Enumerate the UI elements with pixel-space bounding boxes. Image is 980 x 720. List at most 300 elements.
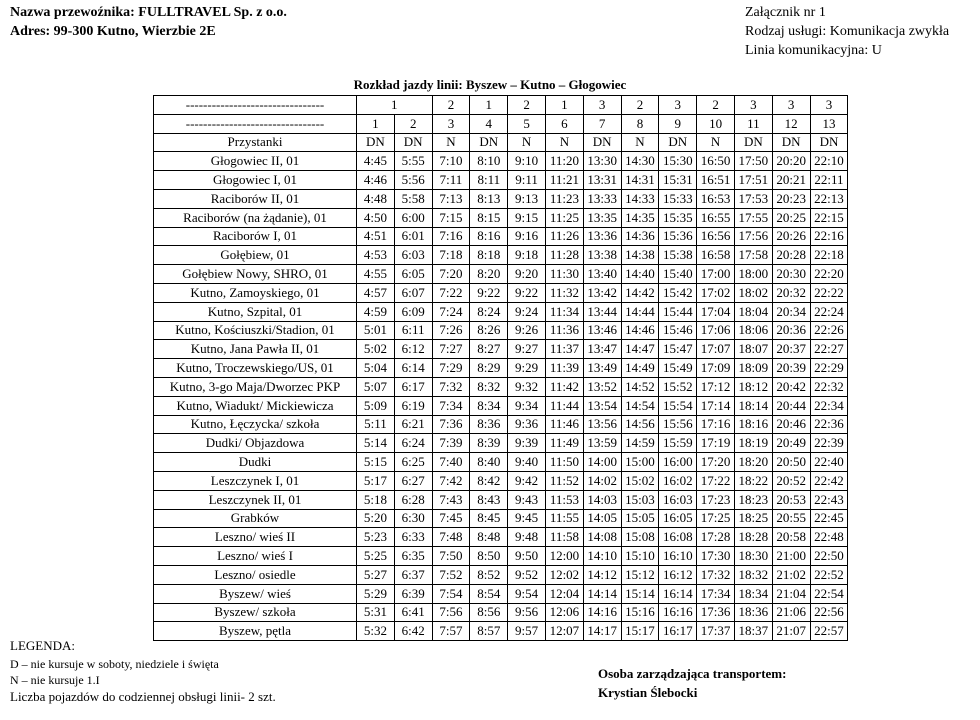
- departure-time: 16:02: [659, 471, 697, 490]
- departure-time: 16:56: [697, 227, 735, 246]
- departure-time: 18:16: [734, 415, 772, 434]
- departure-time: 11:55: [545, 509, 583, 528]
- departure-time: 13:59: [583, 434, 621, 453]
- departure-time: 14:46: [621, 321, 659, 340]
- course-number-row-cell: 11: [734, 114, 772, 133]
- departure-time: 13:40: [583, 265, 621, 284]
- course-number-row-cell: 12: [772, 114, 810, 133]
- departure-time: 12:06: [545, 603, 583, 622]
- departure-time: 7:11: [432, 171, 470, 190]
- departure-time: 15:49: [659, 359, 697, 378]
- departure-time: 8:26: [470, 321, 508, 340]
- departure-time: 9:18: [508, 246, 546, 265]
- departure-time: 18:19: [734, 434, 772, 453]
- departure-time: 7:18: [432, 246, 470, 265]
- stop-name: Kutno, 3-go Maja/Dworzec PKP: [154, 377, 357, 396]
- departure-time: 22:40: [810, 453, 848, 472]
- departure-time: 7:40: [432, 453, 470, 472]
- departure-time: 9:40: [508, 453, 546, 472]
- departure-time: 11:34: [545, 302, 583, 321]
- day-type-row-cell: N: [697, 133, 735, 152]
- departure-time: 8:13: [470, 189, 508, 208]
- stop-name: Leszno/ wieś I: [154, 547, 357, 566]
- departure-time: 7:29: [432, 359, 470, 378]
- departure-time: 13:47: [583, 340, 621, 359]
- departure-time: 17:20: [697, 453, 735, 472]
- departure-time: 11:50: [545, 453, 583, 472]
- departure-time: 9:32: [508, 377, 546, 396]
- departure-time: 15:47: [659, 340, 697, 359]
- table-row: [154, 265, 848, 284]
- stop-name: Głogowiec I, 01: [154, 171, 357, 190]
- departure-time: 9:26: [508, 321, 546, 340]
- departure-time: 14:17: [583, 622, 621, 641]
- course-number-row-cell: 2: [394, 114, 432, 133]
- departure-time: 13:30: [583, 152, 621, 171]
- departure-time: 14:05: [583, 509, 621, 528]
- departure-time: 12:02: [545, 565, 583, 584]
- departure-time: 9:16: [508, 227, 546, 246]
- table-row: [154, 584, 848, 603]
- departure-time: 21:00: [772, 547, 810, 566]
- departure-time: 20:25: [772, 208, 810, 227]
- departure-time: 18:37: [734, 622, 772, 641]
- table-row: [154, 227, 848, 246]
- departure-time: 9:50: [508, 547, 546, 566]
- departure-time: 6:27: [394, 471, 432, 490]
- stop-name: Gołębiew Nowy, SHRO, 01: [154, 265, 357, 284]
- departure-time: 7:32: [432, 377, 470, 396]
- timetable: [153, 95, 848, 641]
- departure-time: 5:23: [357, 528, 395, 547]
- departure-time: 8:50: [470, 547, 508, 566]
- departure-time: 15:02: [621, 471, 659, 490]
- departure-time: 8:32: [470, 377, 508, 396]
- departure-time: 6:01: [394, 227, 432, 246]
- departure-time: 17:53: [734, 189, 772, 208]
- departure-time: 22:45: [810, 509, 848, 528]
- departure-time: 5:55: [394, 152, 432, 171]
- departure-time: 6:42: [394, 622, 432, 641]
- departure-time: 14:54: [621, 396, 659, 415]
- departure-time: 6:41: [394, 603, 432, 622]
- departure-time: 4:46: [357, 171, 395, 190]
- departure-time: 5:01: [357, 321, 395, 340]
- departure-time: 14:30: [621, 152, 659, 171]
- departure-time: 5:07: [357, 377, 395, 396]
- stop-name: Gołębiew, 01: [154, 246, 357, 265]
- departure-time: 22:10: [810, 152, 848, 171]
- departure-time: 9:57: [508, 622, 546, 641]
- course-number-row-cell: 5: [508, 114, 546, 133]
- course-number-row-label: --------------------------------: [154, 114, 357, 133]
- stop-name: Kutno, Zamoyskiego, 01: [154, 283, 357, 302]
- table-row: [154, 377, 848, 396]
- departure-time: 7:48: [432, 528, 470, 547]
- departure-time: 9:10: [508, 152, 546, 171]
- departure-time: 22:39: [810, 434, 848, 453]
- departure-time: 12:07: [545, 622, 583, 641]
- departure-time: 13:54: [583, 396, 621, 415]
- departure-time: 5:31: [357, 603, 395, 622]
- departure-time: 5:58: [394, 189, 432, 208]
- stop-name: Byszew/ szkoła: [154, 603, 357, 622]
- departure-time: 18:30: [734, 547, 772, 566]
- departure-time: 17:55: [734, 208, 772, 227]
- table-row: [154, 302, 848, 321]
- departure-time: 7:16: [432, 227, 470, 246]
- departure-time: 20:39: [772, 359, 810, 378]
- departure-time: 15:56: [659, 415, 697, 434]
- table-row: [154, 490, 848, 509]
- departure-time: 16:05: [659, 509, 697, 528]
- departure-time: 15:46: [659, 321, 697, 340]
- departure-time: 13:49: [583, 359, 621, 378]
- table-row: [154, 453, 848, 472]
- departure-time: 18:04: [734, 302, 772, 321]
- departure-time: 7:56: [432, 603, 470, 622]
- departure-time: 14:59: [621, 434, 659, 453]
- departure-time: 7:10: [432, 152, 470, 171]
- departure-time: 17:22: [697, 471, 735, 490]
- departure-time: 15:00: [621, 453, 659, 472]
- departure-time: 4:45: [357, 152, 395, 171]
- departure-time: 9:42: [508, 471, 546, 490]
- departure-time: 17:19: [697, 434, 735, 453]
- departure-time: 14:02: [583, 471, 621, 490]
- table-row: [154, 547, 848, 566]
- stop-name: Grabków: [154, 509, 357, 528]
- stop-name: Kutno, Wiadukt/ Mickiewicza: [154, 396, 357, 415]
- stop-name: Kutno, Troczewskiego/US, 01: [154, 359, 357, 378]
- departure-time: 22:24: [810, 302, 848, 321]
- departure-time: 18:32: [734, 565, 772, 584]
- departure-time: 14:47: [621, 340, 659, 359]
- departure-time: 7:39: [432, 434, 470, 453]
- departure-time: 11:20: [545, 152, 583, 171]
- departure-time: 18:20: [734, 453, 772, 472]
- course-group-row-label: --------------------------------: [154, 96, 357, 115]
- departure-time: 8:18: [470, 246, 508, 265]
- departure-time: 8:56: [470, 603, 508, 622]
- departure-time: 13:38: [583, 246, 621, 265]
- departure-time: 6:11: [394, 321, 432, 340]
- departure-time: 14:36: [621, 227, 659, 246]
- course-number-row-cell: 1: [357, 114, 395, 133]
- departure-time: 7:15: [432, 208, 470, 227]
- departure-time: 15:12: [621, 565, 659, 584]
- departure-time: 20:53: [772, 490, 810, 509]
- departure-time: 22:27: [810, 340, 848, 359]
- transport-manager: [598, 664, 786, 702]
- departure-time: 7:36: [432, 415, 470, 434]
- departure-time: 11:44: [545, 396, 583, 415]
- departure-time: 11:32: [545, 283, 583, 302]
- departure-time: 13:52: [583, 377, 621, 396]
- table-row: [154, 171, 848, 190]
- departure-time: 18:34: [734, 584, 772, 603]
- stop-name: Kutno, Kościuszki/Stadion, 01: [154, 321, 357, 340]
- departure-time: 9:20: [508, 265, 546, 284]
- departure-time: 18:07: [734, 340, 772, 359]
- departure-time: 6:24: [394, 434, 432, 453]
- departure-time: 22:15: [810, 208, 848, 227]
- course-group-row-cell: 3: [583, 96, 621, 115]
- departure-time: 8:48: [470, 528, 508, 547]
- departure-time: 11:53: [545, 490, 583, 509]
- departure-time: 6:39: [394, 584, 432, 603]
- day-type-row-cell: DN: [659, 133, 697, 152]
- departure-time: 14:42: [621, 283, 659, 302]
- legend-d: D – nie kursuje w soboty, niedziele i święta: [10, 657, 219, 671]
- departure-time: 7:22: [432, 283, 470, 302]
- departure-time: 16:10: [659, 547, 697, 566]
- departure-time: 20:28: [772, 246, 810, 265]
- departure-time: 15:31: [659, 171, 697, 190]
- course-group-row: [154, 96, 848, 115]
- table-row: [154, 283, 848, 302]
- departure-time: 6:05: [394, 265, 432, 284]
- departure-time: 14:49: [621, 359, 659, 378]
- departure-time: 11:39: [545, 359, 583, 378]
- departure-time: 5:02: [357, 340, 395, 359]
- departure-time: 8:36: [470, 415, 508, 434]
- departure-time: 6:14: [394, 359, 432, 378]
- table-row: [154, 528, 848, 547]
- departure-time: 13:36: [583, 227, 621, 246]
- table-row: [154, 509, 848, 528]
- departure-time: 7:34: [432, 396, 470, 415]
- departure-time: 22:48: [810, 528, 848, 547]
- stop-name: Kutno, Szpital, 01: [154, 302, 357, 321]
- departure-time: 16:17: [659, 622, 697, 641]
- departure-time: 11:30: [545, 265, 583, 284]
- departure-time: 9:29: [508, 359, 546, 378]
- departure-time: 14:08: [583, 528, 621, 547]
- departure-time: 22:56: [810, 603, 848, 622]
- stop-name: Raciborów II, 01: [154, 189, 357, 208]
- departure-time: 15:44: [659, 302, 697, 321]
- departure-time: 17:12: [697, 377, 735, 396]
- departure-time: 6:33: [394, 528, 432, 547]
- departure-time: 9:48: [508, 528, 546, 547]
- departure-time: 17:14: [697, 396, 735, 415]
- departure-time: 15:33: [659, 189, 697, 208]
- departure-time: 16:50: [697, 152, 735, 171]
- departure-time: 17:37: [697, 622, 735, 641]
- departure-time: 8:27: [470, 340, 508, 359]
- day-type-row-cell: DN: [470, 133, 508, 152]
- departure-time: 22:29: [810, 359, 848, 378]
- departure-time: 14:12: [583, 565, 621, 584]
- course-group-row-cell: 2: [432, 96, 470, 115]
- departure-time: 15:03: [621, 490, 659, 509]
- departure-time: 20:32: [772, 283, 810, 302]
- table-row: [154, 321, 848, 340]
- departure-time: 15:59: [659, 434, 697, 453]
- departure-time: 20:58: [772, 528, 810, 547]
- legend: [10, 637, 276, 705]
- departure-time: 20:44: [772, 396, 810, 415]
- departure-time: 15:10: [621, 547, 659, 566]
- departure-time: 20:52: [772, 471, 810, 490]
- table-row: [154, 434, 848, 453]
- departure-time: 17:28: [697, 528, 735, 547]
- departure-time: 14:52: [621, 377, 659, 396]
- departure-time: 5:27: [357, 565, 395, 584]
- departure-time: 6:37: [394, 565, 432, 584]
- departure-time: 9:39: [508, 434, 546, 453]
- departure-time: 4:51: [357, 227, 395, 246]
- departure-time: 18:06: [734, 321, 772, 340]
- departure-time: 15:08: [621, 528, 659, 547]
- departure-time: 22:43: [810, 490, 848, 509]
- course-group-row-cell: 3: [734, 96, 772, 115]
- departure-time: 9:11: [508, 171, 546, 190]
- departure-time: 6:03: [394, 246, 432, 265]
- departure-time: 17:50: [734, 152, 772, 171]
- departure-time: 5:17: [357, 471, 395, 490]
- departure-time: 15:16: [621, 603, 659, 622]
- departure-time: 22:50: [810, 547, 848, 566]
- stop-name: Raciborów (na żądanie), 01: [154, 208, 357, 227]
- table-row: [154, 246, 848, 265]
- departure-time: 20:46: [772, 415, 810, 434]
- departure-time: 17:04: [697, 302, 735, 321]
- departure-time: 6:12: [394, 340, 432, 359]
- departure-time: 11:49: [545, 434, 583, 453]
- departure-time: 16:08: [659, 528, 697, 547]
- departure-time: 8:10: [470, 152, 508, 171]
- course-number-row-cell: 7: [583, 114, 621, 133]
- departure-time: 9:24: [508, 302, 546, 321]
- day-type-row-cell: N: [432, 133, 470, 152]
- departure-time: 9:22: [508, 283, 546, 302]
- stop-name: Byszew/ wieś: [154, 584, 357, 603]
- departure-time: 9:27: [508, 340, 546, 359]
- departure-time: 4:50: [357, 208, 395, 227]
- departure-time: 11:52: [545, 471, 583, 490]
- departure-time: 7:26: [432, 321, 470, 340]
- departure-time: 11:58: [545, 528, 583, 547]
- departure-time: 13:56: [583, 415, 621, 434]
- stop-name: Dudki/ Objazdowa: [154, 434, 357, 453]
- departure-time: 9:22: [470, 283, 508, 302]
- departure-time: 9:15: [508, 208, 546, 227]
- departure-time: 9:34: [508, 396, 546, 415]
- departure-time: 7:42: [432, 471, 470, 490]
- departure-time: 11:23: [545, 189, 583, 208]
- departure-time: 18:00: [734, 265, 772, 284]
- table-row: [154, 471, 848, 490]
- departure-time: 16:55: [697, 208, 735, 227]
- departure-time: 8:16: [470, 227, 508, 246]
- departure-time: 6:35: [394, 547, 432, 566]
- departure-time: 16:58: [697, 246, 735, 265]
- legend-heading: LEGENDA:: [10, 638, 75, 653]
- departure-time: 5:15: [357, 453, 395, 472]
- departure-time: 13:35: [583, 208, 621, 227]
- table-row: [154, 396, 848, 415]
- service-type: Rodzaj usługi: Komunikacja zwykła: [745, 24, 950, 39]
- manager-name: Krystian Ślebocki: [598, 685, 698, 700]
- departure-time: 15:17: [621, 622, 659, 641]
- departure-time: 18:23: [734, 490, 772, 509]
- departure-time: 15:30: [659, 152, 697, 171]
- departure-time: 5:04: [357, 359, 395, 378]
- departure-time: 5:25: [357, 547, 395, 566]
- departure-time: 20:21: [772, 171, 810, 190]
- departure-time: 13:44: [583, 302, 621, 321]
- departure-time: 7:13: [432, 189, 470, 208]
- departure-time: 22:18: [810, 246, 848, 265]
- departure-time: 11:37: [545, 340, 583, 359]
- departure-time: 17:07: [697, 340, 735, 359]
- departure-time: 9:56: [508, 603, 546, 622]
- departure-time: 15:05: [621, 509, 659, 528]
- departure-time: 17:34: [697, 584, 735, 603]
- timetable-title: Rozkład jazdy linii: Byszew – Kutno – Głogowiec: [353, 77, 627, 92]
- departure-time: 17:56: [734, 227, 772, 246]
- departure-time: 14:44: [621, 302, 659, 321]
- departure-time: 9:54: [508, 584, 546, 603]
- departure-time: 5:56: [394, 171, 432, 190]
- departure-time: 14:10: [583, 547, 621, 566]
- departure-time: 11:42: [545, 377, 583, 396]
- departure-time: 21:07: [772, 622, 810, 641]
- stop-name: Dudki: [154, 453, 357, 472]
- departure-time: 17:30: [697, 547, 735, 566]
- legend-n: N – nie kursuje 1.I: [10, 673, 100, 687]
- departure-time: 16:53: [697, 189, 735, 208]
- departure-time: 12:04: [545, 584, 583, 603]
- day-type-row-cell: DN: [357, 133, 395, 152]
- departure-time: 16:51: [697, 171, 735, 190]
- departure-time: 11:21: [545, 171, 583, 190]
- day-type-row-cell: N: [545, 133, 583, 152]
- departure-time: 22:57: [810, 622, 848, 641]
- departure-time: 7:52: [432, 565, 470, 584]
- departure-time: 8:52: [470, 565, 508, 584]
- departure-time: 8:39: [470, 434, 508, 453]
- departure-time: 5:11: [357, 415, 395, 434]
- course-group-row-cell: 2: [621, 96, 659, 115]
- departure-time: 6:19: [394, 396, 432, 415]
- departure-time: 5:20: [357, 509, 395, 528]
- departure-time: 8:57: [470, 622, 508, 641]
- departure-time: 8:29: [470, 359, 508, 378]
- manager-label: Osoba zarządzająca transportem:: [598, 666, 787, 681]
- departure-time: 16:00: [659, 453, 697, 472]
- line-name: Linia komunikacyjna: U: [745, 43, 882, 58]
- departure-time: 18:25: [734, 509, 772, 528]
- departure-time: 17:51: [734, 171, 772, 190]
- departure-time: 20:34: [772, 302, 810, 321]
- course-number-row-cell: 4: [470, 114, 508, 133]
- carrier-name: Nazwa przewoźnika: FULLTRAVEL Sp. z o.o.: [10, 5, 287, 20]
- departure-time: 9:43: [508, 490, 546, 509]
- table-row: [154, 565, 848, 584]
- departure-time: 5:09: [357, 396, 395, 415]
- day-type-row-cell: N: [508, 133, 546, 152]
- departure-time: 8:54: [470, 584, 508, 603]
- departure-time: 14:31: [621, 171, 659, 190]
- departure-time: 20:23: [772, 189, 810, 208]
- departure-time: 20:49: [772, 434, 810, 453]
- departure-time: 15:52: [659, 377, 697, 396]
- departure-time: 13:31: [583, 171, 621, 190]
- departure-time: 7:43: [432, 490, 470, 509]
